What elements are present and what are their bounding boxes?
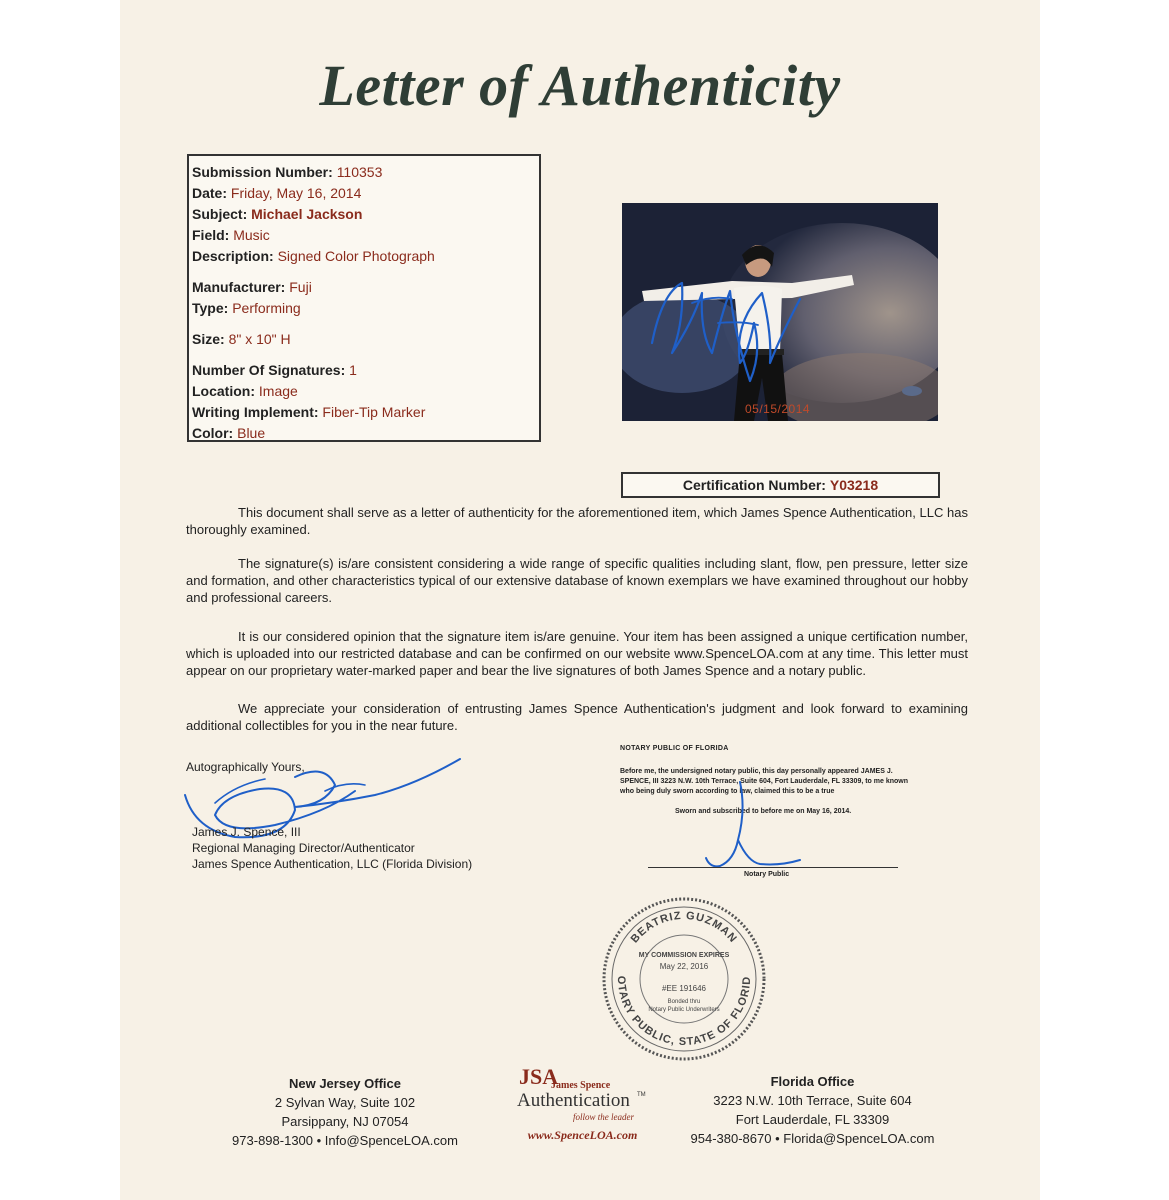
body-paragraph-3: It is our considered opinion that the signature item is/are genuine. Your item has been assigned a unique certification number, which is uploaded into our restricted database and can be confirmed on our website www.SpenceLOA.com at any time. This letter must appear on our proprietary water-marked paper and bear the live signatures of both James Spence and a notary public. <box>186 629 968 678</box>
signer-name: James J. Spence, III <box>192 825 301 839</box>
signer-role: Regional Managing Director/Authenticator <box>192 841 415 855</box>
body-paragraph-2: The signature(s) is/are consistent considering a wide range of specific qualities including slant, flow, pen pressure, letter size and formation, and other characteristics typical of our extensive database of known exemplars we have examined throughout our hobby and professional careers. <box>186 556 968 605</box>
notary-heading: NOTARY PUBLIC OF FLORIDA <box>620 745 729 752</box>
detail-subject: Subject: Michael Jackson <box>192 206 363 222</box>
photo-autograph <box>622 203 938 421</box>
detail-location: Location: Image <box>192 383 298 399</box>
notary-sworn-line: Sworn and subscribed to before me on May 16, 2014. <box>675 808 852 815</box>
jsa-website[interactable]: www.SpenceLOA.com <box>527 1128 638 1142</box>
certification-number: Y03218 <box>829 477 879 493</box>
nj-office-contact: 973-898-1300 • Info@SpenceLOA.com <box>232 1133 458 1148</box>
nj-office-address-2: Parsippany, NJ 07054 <box>281 1114 409 1129</box>
notary-signature <box>690 780 810 875</box>
nj-office-address-1: 2 Sylvan Way, Suite 102 <box>274 1095 416 1110</box>
svg-text:#EE 191646: #EE 191646 <box>661 984 707 993</box>
svg-text:NOTARY PUBLIC, STATE OF FLORID: OTARY PUBLIC, STATE OF FLORID <box>614 975 754 1049</box>
photo-date-stamp: 05/15/2014 <box>745 402 811 416</box>
notary-signature-line <box>648 867 898 868</box>
jsa-logo: JSA James Spence Authentication TM follow the leader <box>517 1064 646 1122</box>
nj-office-title: New Jersey Office <box>288 1076 401 1091</box>
certification-number-box: Certification Number: Y03218 <box>621 472 940 498</box>
item-details-box <box>187 154 541 442</box>
detail-manufacturer: Manufacturer: Fuji <box>192 279 312 295</box>
notary-label: Notary Public <box>744 871 790 878</box>
detail-writing-implement: Writing Implement: Fiber-Tip Marker <box>192 404 426 420</box>
detail-size: Size: 8" x 10" H <box>192 331 291 347</box>
fl-office-title: Florida Office <box>770 1074 855 1089</box>
item-photo <box>622 203 938 421</box>
svg-text:Notary Public Underwriters: Notary Public Underwriters <box>648 1007 720 1013</box>
closing-line: Autographically Yours, <box>186 760 305 774</box>
fl-office-contact: 954-380-8670 • Florida@SpenceLOA.com <box>690 1131 935 1146</box>
svg-text:May 22, 2016: May 22, 2016 <box>659 962 709 971</box>
page-title: Letter of Authenticity <box>319 53 841 118</box>
fl-office-address-1: 3223 N.W. 10th Terrace, Suite 604 <box>713 1093 912 1108</box>
detail-description: Description: Signed Color Photograph <box>192 248 435 264</box>
fl-office-address-2: Fort Lauderdale, FL 33309 <box>735 1112 890 1127</box>
footer-fl-office <box>680 1072 945 1148</box>
svg-text:Bonded thru: Bonded thru <box>667 999 701 1005</box>
notary-statement: Before me, the undersigned notary public, this day personally appeared JAMES J. SPENCE, III 3223 N.W. 10th Terrace, Suite 604, Fort Lauderdale, FL 33309, to me known who being duly sworn according to law, claimed this to be a true <box>620 768 909 795</box>
footer-nj-office <box>215 1074 475 1150</box>
body-paragraph-1: This document shall serve as a letter of authenticity for the aforementioned item, which James Spence Authentication, LLC has thoroughly examined. <box>186 505 968 537</box>
detail-date: Date: Friday, May 16, 2014 <box>192 185 362 201</box>
detail-field: Field: Music <box>192 227 270 243</box>
notary-seal <box>600 895 768 1063</box>
svg-text:MY COMMISSION EXPIRES: MY COMMISSION EXPIRES <box>638 952 730 959</box>
signer-company: James Spence Authentication, LLC (Florida Division) <box>192 857 473 871</box>
signature-block <box>192 824 472 872</box>
body-paragraph-4: We appreciate your consideration of entrusting James Spence Authentication's judgment and look forward to examining additional collectibles for you in the near future. <box>186 701 968 733</box>
detail-type: Type: Performing <box>192 300 301 316</box>
detail-color: Color: Blue <box>192 425 266 441</box>
detail-num-signatures: Number Of Signatures: 1 <box>192 362 357 378</box>
detail-submission-number: Submission Number: 110353 <box>192 164 383 180</box>
svg-text:BEATRIZ GUZMAN: BEATRIZ GUZMAN <box>628 909 740 946</box>
